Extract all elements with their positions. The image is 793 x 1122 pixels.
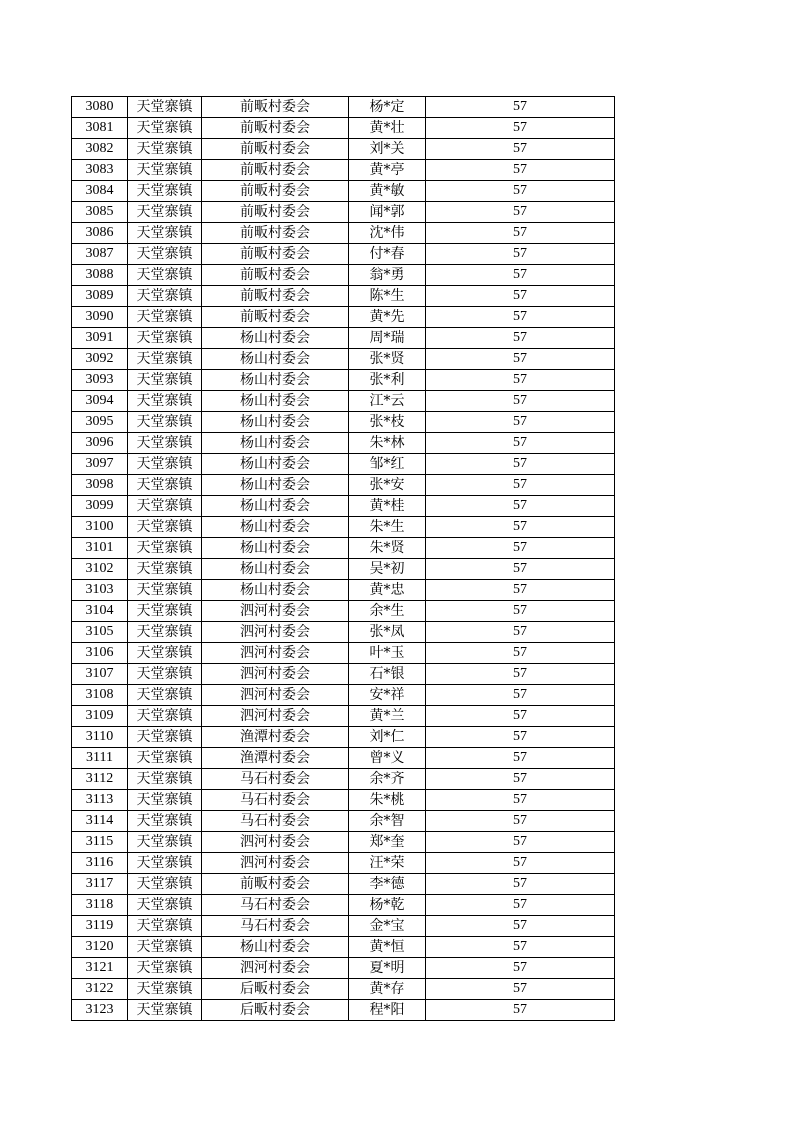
village-cell: 泗河村委会 — [202, 958, 349, 979]
data-table — [71, 96, 615, 1021]
amount-cell: 57 — [426, 664, 615, 685]
village-cell: 杨山村委会 — [202, 937, 349, 958]
row-number-cell: 3085 — [72, 202, 128, 223]
row-number-cell: 3082 — [72, 139, 128, 160]
table-row — [72, 538, 615, 559]
row-number-cell: 3107 — [72, 664, 128, 685]
village-cell: 前畈村委会 — [202, 244, 349, 265]
person-name-cell: 叶*玉 — [349, 643, 426, 664]
amount-cell: 57 — [426, 538, 615, 559]
person-name-cell: 刘*关 — [349, 139, 426, 160]
village-cell: 杨山村委会 — [202, 538, 349, 559]
person-name-cell: 沈*伟 — [349, 223, 426, 244]
row-number-cell: 3115 — [72, 832, 128, 853]
table-row — [72, 412, 615, 433]
person-name-cell: 张*安 — [349, 475, 426, 496]
town-cell: 天堂寨镇 — [128, 706, 202, 727]
amount-cell: 57 — [426, 895, 615, 916]
person-name-cell: 黄*兰 — [349, 706, 426, 727]
village-cell: 泗河村委会 — [202, 622, 349, 643]
amount-cell: 57 — [426, 223, 615, 244]
village-cell: 杨山村委会 — [202, 433, 349, 454]
town-cell: 天堂寨镇 — [128, 118, 202, 139]
table-row — [72, 328, 615, 349]
row-number-cell: 3122 — [72, 979, 128, 1000]
amount-cell: 57 — [426, 202, 615, 223]
row-number-cell: 3099 — [72, 496, 128, 517]
person-name-cell: 郑*奎 — [349, 832, 426, 853]
town-cell: 天堂寨镇 — [128, 874, 202, 895]
person-name-cell: 金*宝 — [349, 916, 426, 937]
amount-cell: 57 — [426, 244, 615, 265]
village-cell: 杨山村委会 — [202, 370, 349, 391]
town-cell: 天堂寨镇 — [128, 559, 202, 580]
town-cell: 天堂寨镇 — [128, 202, 202, 223]
row-number-cell: 3100 — [72, 517, 128, 538]
person-name-cell: 刘*仁 — [349, 727, 426, 748]
table-row — [72, 748, 615, 769]
village-cell: 马石村委会 — [202, 769, 349, 790]
town-cell: 天堂寨镇 — [128, 349, 202, 370]
town-cell: 天堂寨镇 — [128, 412, 202, 433]
village-cell: 前畈村委会 — [202, 202, 349, 223]
amount-cell: 57 — [426, 475, 615, 496]
village-cell: 泗河村委会 — [202, 664, 349, 685]
town-cell: 天堂寨镇 — [128, 307, 202, 328]
person-name-cell: 陈*生 — [349, 286, 426, 307]
village-cell: 前畈村委会 — [202, 118, 349, 139]
town-cell: 天堂寨镇 — [128, 223, 202, 244]
table-row — [72, 664, 615, 685]
person-name-cell: 黄*壮 — [349, 118, 426, 139]
row-number-cell: 3080 — [72, 97, 128, 118]
amount-cell: 57 — [426, 307, 615, 328]
town-cell: 天堂寨镇 — [128, 97, 202, 118]
village-cell: 杨山村委会 — [202, 454, 349, 475]
town-cell: 天堂寨镇 — [128, 1000, 202, 1021]
person-name-cell: 朱*贤 — [349, 538, 426, 559]
row-number-cell: 3123 — [72, 1000, 128, 1021]
row-number-cell: 3110 — [72, 727, 128, 748]
person-name-cell: 安*祥 — [349, 685, 426, 706]
amount-cell: 57 — [426, 706, 615, 727]
town-cell: 天堂寨镇 — [128, 160, 202, 181]
person-name-cell: 曾*义 — [349, 748, 426, 769]
person-name-cell: 程*阳 — [349, 1000, 426, 1021]
table-row — [72, 559, 615, 580]
amount-cell: 57 — [426, 349, 615, 370]
person-name-cell: 黄*忠 — [349, 580, 426, 601]
village-cell: 马石村委会 — [202, 895, 349, 916]
row-number-cell: 3112 — [72, 769, 128, 790]
table-row — [72, 1000, 615, 1021]
row-number-cell: 3102 — [72, 559, 128, 580]
amount-cell: 57 — [426, 1000, 615, 1021]
row-number-cell: 3105 — [72, 622, 128, 643]
town-cell: 天堂寨镇 — [128, 433, 202, 454]
town-cell: 天堂寨镇 — [128, 454, 202, 475]
table-row — [72, 580, 615, 601]
person-name-cell: 余*生 — [349, 601, 426, 622]
table-row — [72, 853, 615, 874]
amount-cell: 57 — [426, 727, 615, 748]
village-cell: 泗河村委会 — [202, 685, 349, 706]
table-row — [72, 139, 615, 160]
table-row — [72, 160, 615, 181]
village-cell: 杨山村委会 — [202, 412, 349, 433]
table-row — [72, 307, 615, 328]
row-number-cell: 3117 — [72, 874, 128, 895]
town-cell: 天堂寨镇 — [128, 979, 202, 1000]
table-row — [72, 790, 615, 811]
table-row — [72, 286, 615, 307]
table-row — [72, 475, 615, 496]
town-cell: 天堂寨镇 — [128, 475, 202, 496]
table-row — [72, 916, 615, 937]
town-cell: 天堂寨镇 — [128, 895, 202, 916]
table-row — [72, 979, 615, 1000]
village-cell: 渔潭村委会 — [202, 727, 349, 748]
row-number-cell: 3106 — [72, 643, 128, 664]
row-number-cell: 3111 — [72, 748, 128, 769]
town-cell: 天堂寨镇 — [128, 685, 202, 706]
table-row — [72, 202, 615, 223]
person-name-cell: 朱*桃 — [349, 790, 426, 811]
row-number-cell: 3109 — [72, 706, 128, 727]
town-cell: 天堂寨镇 — [128, 958, 202, 979]
table-row — [72, 685, 615, 706]
person-name-cell: 张*贤 — [349, 349, 426, 370]
town-cell: 天堂寨镇 — [128, 181, 202, 202]
village-cell: 前畈村委会 — [202, 97, 349, 118]
village-cell: 杨山村委会 — [202, 559, 349, 580]
amount-cell: 57 — [426, 790, 615, 811]
person-name-cell: 付*春 — [349, 244, 426, 265]
village-cell: 杨山村委会 — [202, 349, 349, 370]
amount-cell: 57 — [426, 496, 615, 517]
village-cell: 泗河村委会 — [202, 601, 349, 622]
row-number-cell: 3116 — [72, 853, 128, 874]
table-row — [72, 874, 615, 895]
table-row — [72, 832, 615, 853]
row-number-cell: 3104 — [72, 601, 128, 622]
amount-cell: 57 — [426, 391, 615, 412]
row-number-cell: 3113 — [72, 790, 128, 811]
town-cell: 天堂寨镇 — [128, 517, 202, 538]
village-cell: 杨山村委会 — [202, 475, 349, 496]
village-cell: 杨山村委会 — [202, 391, 349, 412]
amount-cell: 57 — [426, 265, 615, 286]
village-cell: 前畈村委会 — [202, 139, 349, 160]
person-name-cell: 李*德 — [349, 874, 426, 895]
amount-cell: 57 — [426, 454, 615, 475]
amount-cell: 57 — [426, 685, 615, 706]
table-row — [72, 265, 615, 286]
village-cell: 渔潭村委会 — [202, 748, 349, 769]
amount-cell: 57 — [426, 853, 615, 874]
village-cell: 前畈村委会 — [202, 286, 349, 307]
town-cell: 天堂寨镇 — [128, 391, 202, 412]
amount-cell: 57 — [426, 580, 615, 601]
amount-cell: 57 — [426, 160, 615, 181]
table-row — [72, 370, 615, 391]
village-cell: 后畈村委会 — [202, 979, 349, 1000]
row-number-cell: 3121 — [72, 958, 128, 979]
person-name-cell: 翁*勇 — [349, 265, 426, 286]
row-number-cell: 3086 — [72, 223, 128, 244]
row-number-cell: 3101 — [72, 538, 128, 559]
table-row — [72, 727, 615, 748]
amount-cell: 57 — [426, 643, 615, 664]
village-cell: 马石村委会 — [202, 811, 349, 832]
amount-cell: 57 — [426, 517, 615, 538]
table-row — [72, 349, 615, 370]
village-cell: 泗河村委会 — [202, 853, 349, 874]
village-cell: 后畈村委会 — [202, 1000, 349, 1021]
row-number-cell: 3098 — [72, 475, 128, 496]
row-number-cell: 3114 — [72, 811, 128, 832]
town-cell: 天堂寨镇 — [128, 244, 202, 265]
village-cell: 杨山村委会 — [202, 517, 349, 538]
row-number-cell: 3084 — [72, 181, 128, 202]
table-row — [72, 517, 615, 538]
town-cell: 天堂寨镇 — [128, 811, 202, 832]
table-row — [72, 601, 615, 622]
town-cell: 天堂寨镇 — [128, 769, 202, 790]
village-cell: 马石村委会 — [202, 916, 349, 937]
row-number-cell: 3095 — [72, 412, 128, 433]
amount-cell: 57 — [426, 979, 615, 1000]
amount-cell: 57 — [426, 601, 615, 622]
amount-cell: 57 — [426, 748, 615, 769]
amount-cell: 57 — [426, 286, 615, 307]
village-cell: 杨山村委会 — [202, 580, 349, 601]
village-cell: 前畈村委会 — [202, 874, 349, 895]
table-row — [72, 622, 615, 643]
town-cell: 天堂寨镇 — [128, 328, 202, 349]
person-name-cell: 张*枝 — [349, 412, 426, 433]
person-name-cell: 黄*恒 — [349, 937, 426, 958]
table-body — [72, 97, 615, 1021]
person-name-cell: 周*瑞 — [349, 328, 426, 349]
amount-cell: 57 — [426, 916, 615, 937]
amount-cell: 57 — [426, 874, 615, 895]
amount-cell: 57 — [426, 139, 615, 160]
village-cell: 前畈村委会 — [202, 181, 349, 202]
amount-cell: 57 — [426, 937, 615, 958]
town-cell: 天堂寨镇 — [128, 265, 202, 286]
row-number-cell: 3091 — [72, 328, 128, 349]
town-cell: 天堂寨镇 — [128, 748, 202, 769]
row-number-cell: 3093 — [72, 370, 128, 391]
table-row — [72, 769, 615, 790]
table-row — [72, 223, 615, 244]
person-name-cell: 黄*敏 — [349, 181, 426, 202]
town-cell: 天堂寨镇 — [128, 370, 202, 391]
row-number-cell: 3081 — [72, 118, 128, 139]
table-row — [72, 895, 615, 916]
amount-cell: 57 — [426, 412, 615, 433]
person-name-cell: 黄*先 — [349, 307, 426, 328]
amount-cell: 57 — [426, 832, 615, 853]
table-row — [72, 454, 615, 475]
village-cell: 泗河村委会 — [202, 832, 349, 853]
town-cell: 天堂寨镇 — [128, 139, 202, 160]
person-name-cell: 余*齐 — [349, 769, 426, 790]
amount-cell: 57 — [426, 118, 615, 139]
row-number-cell: 3096 — [72, 433, 128, 454]
row-number-cell: 3089 — [72, 286, 128, 307]
amount-cell: 57 — [426, 622, 615, 643]
row-number-cell: 3094 — [72, 391, 128, 412]
table-row — [72, 643, 615, 664]
person-name-cell: 江*云 — [349, 391, 426, 412]
table-row — [72, 181, 615, 202]
amount-cell: 57 — [426, 97, 615, 118]
table-row — [72, 97, 615, 118]
village-cell: 马石村委会 — [202, 790, 349, 811]
town-cell: 天堂寨镇 — [128, 832, 202, 853]
town-cell: 天堂寨镇 — [128, 643, 202, 664]
table-row — [72, 433, 615, 454]
table-row — [72, 118, 615, 139]
row-number-cell: 3092 — [72, 349, 128, 370]
row-number-cell: 3118 — [72, 895, 128, 916]
village-cell: 前畈村委会 — [202, 307, 349, 328]
person-name-cell: 黄*存 — [349, 979, 426, 1000]
amount-cell: 57 — [426, 559, 615, 580]
row-number-cell: 3103 — [72, 580, 128, 601]
village-cell: 泗河村委会 — [202, 643, 349, 664]
amount-cell: 57 — [426, 811, 615, 832]
person-name-cell: 余*智 — [349, 811, 426, 832]
person-name-cell: 朱*生 — [349, 517, 426, 538]
amount-cell: 57 — [426, 958, 615, 979]
person-name-cell: 张*利 — [349, 370, 426, 391]
person-name-cell: 邹*红 — [349, 454, 426, 475]
town-cell: 天堂寨镇 — [128, 937, 202, 958]
amount-cell: 57 — [426, 370, 615, 391]
town-cell: 天堂寨镇 — [128, 853, 202, 874]
row-number-cell: 3108 — [72, 685, 128, 706]
row-number-cell: 3087 — [72, 244, 128, 265]
table-row — [72, 496, 615, 517]
town-cell: 天堂寨镇 — [128, 286, 202, 307]
person-name-cell: 夏*明 — [349, 958, 426, 979]
table-row — [72, 958, 615, 979]
person-name-cell: 闻*郭 — [349, 202, 426, 223]
person-name-cell: 张*凤 — [349, 622, 426, 643]
amount-cell: 57 — [426, 328, 615, 349]
town-cell: 天堂寨镇 — [128, 580, 202, 601]
village-cell: 前畈村委会 — [202, 160, 349, 181]
town-cell: 天堂寨镇 — [128, 916, 202, 937]
person-name-cell: 黄*亭 — [349, 160, 426, 181]
person-name-cell: 杨*定 — [349, 97, 426, 118]
person-name-cell: 吴*初 — [349, 559, 426, 580]
row-number-cell: 3119 — [72, 916, 128, 937]
town-cell: 天堂寨镇 — [128, 664, 202, 685]
village-cell: 泗河村委会 — [202, 706, 349, 727]
person-name-cell: 汪*荣 — [349, 853, 426, 874]
amount-cell: 57 — [426, 181, 615, 202]
person-name-cell: 黄*桂 — [349, 496, 426, 517]
village-cell: 前畈村委会 — [202, 223, 349, 244]
row-number-cell: 3090 — [72, 307, 128, 328]
village-cell: 前畈村委会 — [202, 265, 349, 286]
row-number-cell: 3120 — [72, 937, 128, 958]
table-row — [72, 937, 615, 958]
table-row — [72, 391, 615, 412]
town-cell: 天堂寨镇 — [128, 601, 202, 622]
town-cell: 天堂寨镇 — [128, 727, 202, 748]
row-number-cell: 3088 — [72, 265, 128, 286]
row-number-cell: 3097 — [72, 454, 128, 475]
person-name-cell: 石*银 — [349, 664, 426, 685]
table-row — [72, 244, 615, 265]
person-name-cell: 朱*林 — [349, 433, 426, 454]
amount-cell: 57 — [426, 769, 615, 790]
table-row — [72, 706, 615, 727]
town-cell: 天堂寨镇 — [128, 790, 202, 811]
row-number-cell: 3083 — [72, 160, 128, 181]
town-cell: 天堂寨镇 — [128, 622, 202, 643]
table-row — [72, 811, 615, 832]
village-cell: 杨山村委会 — [202, 328, 349, 349]
person-name-cell: 杨*乾 — [349, 895, 426, 916]
amount-cell: 57 — [426, 433, 615, 454]
village-cell: 杨山村委会 — [202, 496, 349, 517]
town-cell: 天堂寨镇 — [128, 538, 202, 559]
town-cell: 天堂寨镇 — [128, 496, 202, 517]
